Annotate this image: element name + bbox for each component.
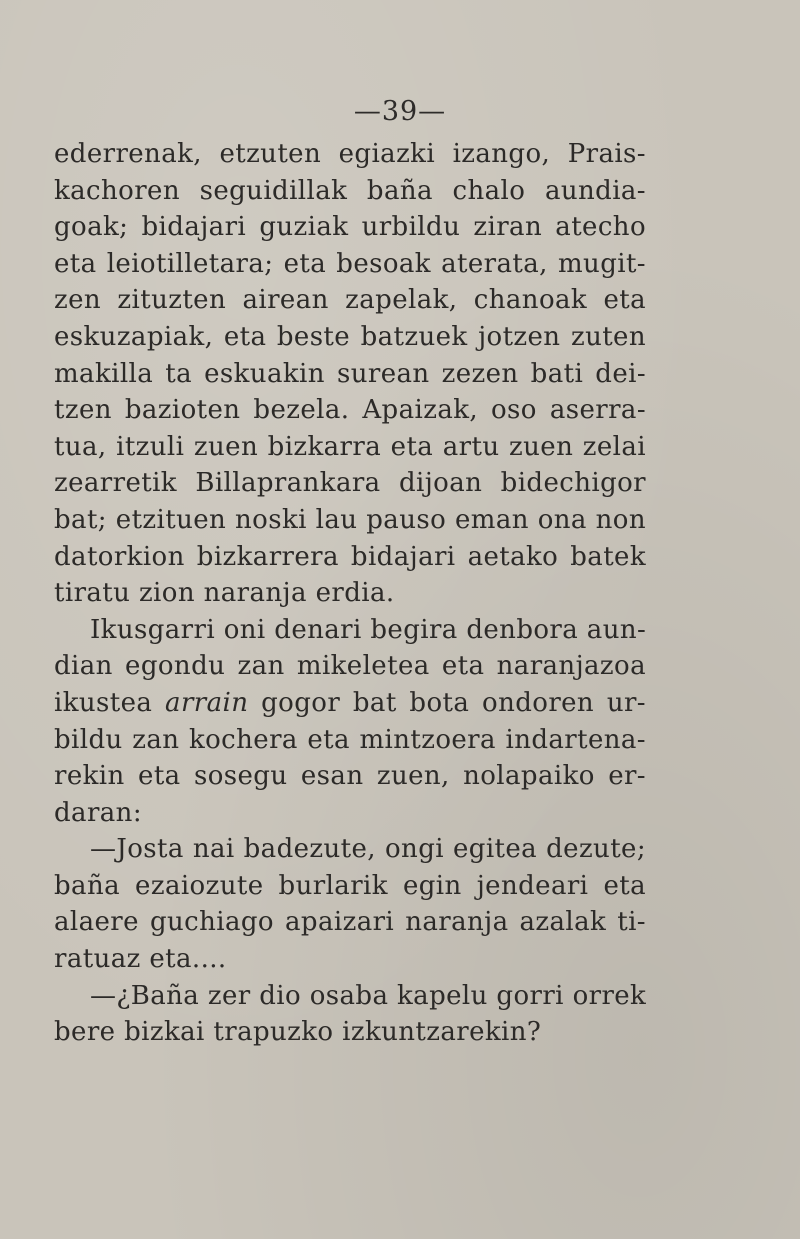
text-line: bere bizkai trapuzko izkuntzarekin? [54, 1017, 542, 1048]
text-line: Ikusgarri oni denari begira denbora aun- [90, 614, 646, 645]
text-line: datorkion bizkarrera bidajari aetako batek [54, 541, 646, 572]
text-line: zen zituzten airean zapelak, chanoak eta [54, 285, 646, 316]
text-line: bat; etzituen noski lau pauso eman ona non [54, 504, 646, 535]
page-number: —39— [353, 96, 447, 127]
text-line: —¿Baña zer dio osaba kapelu gorri orrek [90, 980, 646, 1011]
text-line: tiratu zion naranja erdia. [54, 578, 395, 609]
text-line: bildu zan kochera eta mintzoera indartena- [54, 724, 646, 755]
text-line: tua, itzuli zuen bizkarra eta artu zuen zelai [54, 431, 646, 462]
text-line: daran: [54, 797, 142, 828]
text-line: makilla ta eskuakin surean zezen bati dei- [54, 358, 646, 389]
text-line: ratuaz eta.... [54, 944, 227, 975]
body-text [54, 136, 646, 1051]
text-line: goak; bidajari guziak urbildu ziran atecho [54, 212, 646, 243]
text-span: ikustea [54, 687, 153, 718]
text-line: eta leiotilletara; eta besoak aterata, mugit- [54, 248, 646, 279]
text-line: rekin eta sosegu esan zuen, nolapaiko er- [54, 761, 646, 792]
text-line: alaere guchiago apaizari naranja azalak ti- [54, 907, 646, 938]
text-line: —Josta nai badezute, ongi egitea dezute; [90, 834, 646, 865]
text-line: ederrenak, etzuten egiazki izango, Prais- [54, 139, 646, 169]
text-line-italic-mix [54, 685, 646, 722]
text-line: baña ezaiozute burlarik egin jendeari eta [54, 870, 646, 901]
text-line: dian egondu zan mikeletea eta naranjazoa [54, 651, 646, 682]
text-span: gogor bat bota ondoren ur- [261, 687, 646, 718]
text-line: kachoren seguidillak baña chalo aundia- [54, 175, 646, 206]
text-line: zearretik Billaprankara dijoan bidechigor [54, 468, 646, 499]
italic-word: arrain [165, 687, 249, 718]
text-line: eskuzapiak, eta beste batzuek jotzen zuten [54, 321, 646, 352]
text-line: tzen bazioten bezela. Apaizak, oso aserra- [54, 395, 646, 426]
